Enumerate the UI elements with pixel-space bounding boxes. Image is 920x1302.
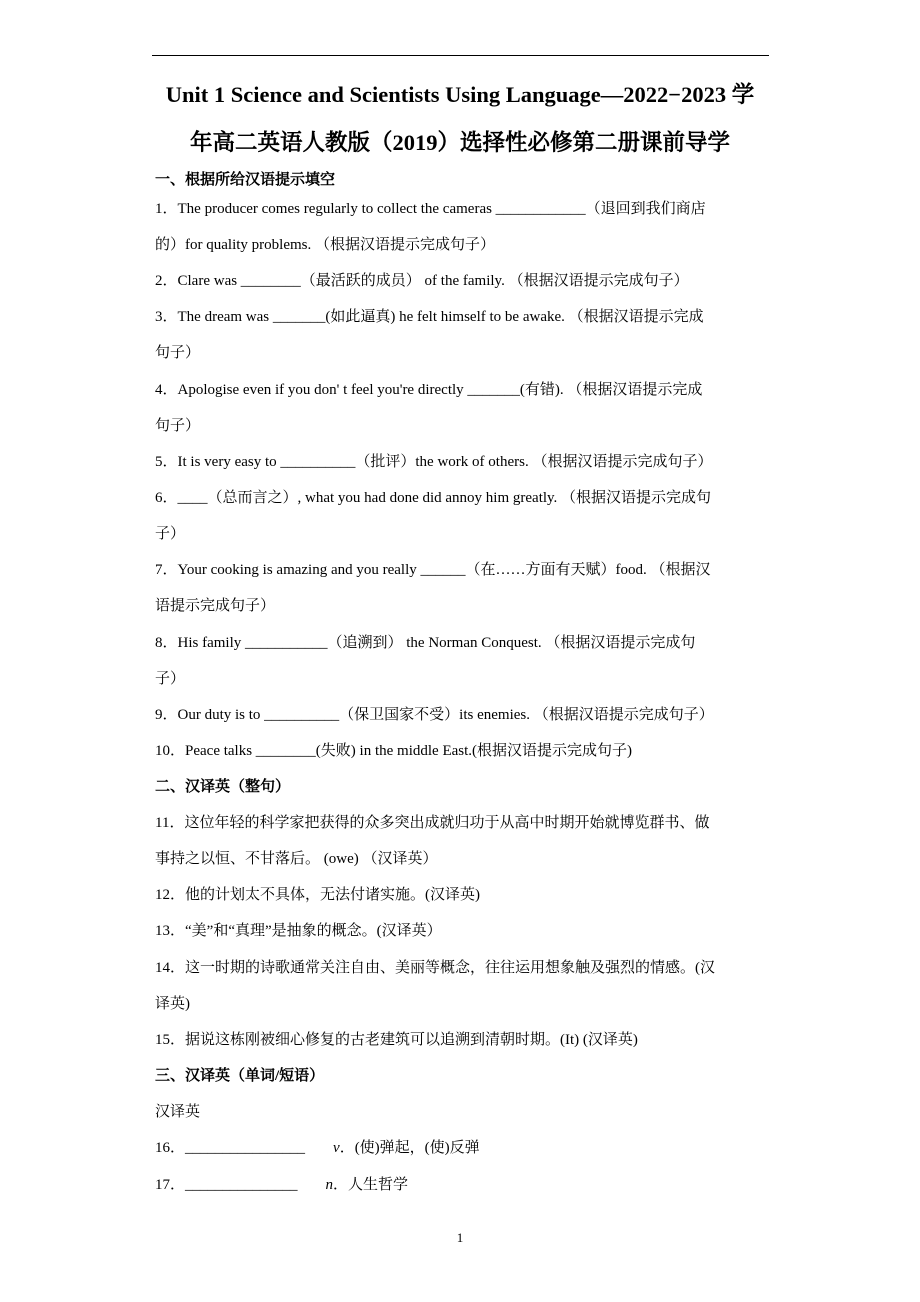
question-3-line-2: 句子） xyxy=(155,345,201,361)
question-5: 5．It is very easy to __________（批评）the work of others. （根据汉语提示完成句子） xyxy=(155,454,713,470)
question-14-line-2: 译英) xyxy=(155,996,190,1012)
top-rule xyxy=(152,55,769,56)
question-16-pos: v xyxy=(333,1140,340,1156)
section-heading-3: 三、汉译英（单词/短语） xyxy=(155,1068,325,1084)
question-10: 10．Peace talks ________(失败) in the middle East.(根据汉语提示完成句子) xyxy=(155,743,633,759)
question-4-line-1: 4．Apologise even if you don' t feel you're directly _______(有错). （根据汉语提示完成 xyxy=(155,382,703,398)
question-2: 2．Clare was ________（最活跃的成员） of the family. （根据汉语提示完成句子） xyxy=(155,273,689,289)
question-7-line-1: 7．Your cooking is amazing and you really ______（在……方面有天赋）food. （根据汉 xyxy=(155,562,711,578)
question-17-number: 17． xyxy=(155,1177,186,1193)
question-6-line-2: 子） xyxy=(155,526,186,542)
section-3-subheading: 汉译英 xyxy=(155,1104,201,1120)
title-line-1: Unit 1 Science and Scientists Using Language—2022−2023 学 xyxy=(165,82,755,107)
question-13: 13．“美”和“真理”是抽象的概念。(汉译英） xyxy=(155,923,442,939)
question-8-line-2: 子） xyxy=(155,671,186,687)
title-line-2: 年高二英语人教版（2019）选择性必修第二册课前导学 xyxy=(189,130,730,155)
question-3-line-1: 3．The dream was _______(如此逼真) he felt himself to be awake. （根据汉语提示完成 xyxy=(155,309,704,325)
page-number: 1 xyxy=(456,1230,464,1245)
section-heading-1: 一、根据所给汉语提示填空 xyxy=(155,172,336,188)
question-6-line-1: 6．____（总而言之）, what you had done did annoy him greatly. （根据汉语提示完成句 xyxy=(155,490,712,506)
question-4-line-2: 句子） xyxy=(155,418,201,434)
question-11-line-2: 事持之以恒、不甘落后。 (owe) （汉译英） xyxy=(155,851,438,867)
question-1-line-2: 的）for quality problems. （根据汉语提示完成句子） xyxy=(155,237,495,253)
section-heading-2: 二、汉译英（整句） xyxy=(155,779,291,795)
question-12: 12．他的计划太不具体，无法付诸实施。(汉译英) xyxy=(155,887,480,903)
question-17-pos: n xyxy=(325,1177,334,1193)
question-16-definition: ．(使)弹起，(使)反弹 xyxy=(339,1140,480,1156)
question-1-line-1: 1．The producer comes regularly to collect the cameras ____________（退回到我们商店 xyxy=(155,201,706,217)
question-9: 9．Our duty is to __________（保卫国家不受）its enemies. （根据汉语提示完成句子） xyxy=(155,707,714,723)
question-17-definition: ．人生哲学 xyxy=(333,1177,409,1193)
question-16-number: 16． xyxy=(155,1140,186,1156)
question-11-line-1: 11．这位年轻的科学家把获得的众多突出成就归功于从高中时期开始就博览群书、做 xyxy=(155,815,710,831)
question-14-line-1: 14．这一时期的诗歌通常关注自由、美丽等概念，往往运用想象触及强烈的情感。(汉 xyxy=(155,960,715,976)
question-7-line-2: 语提示完成句子） xyxy=(155,598,276,614)
question-16 xyxy=(155,1138,480,1158)
question-17-blank: _______________ xyxy=(185,1177,298,1193)
question-17 xyxy=(155,1175,408,1195)
question-15: 15．据说这栋刚被细心修复的古老建筑可以追溯到清朝时期。(It) (汉译英) xyxy=(155,1032,638,1048)
question-8-line-1: 8．His family ___________（追溯到） the Norman Conquest. （根据汉语提示完成句 xyxy=(155,635,696,651)
question-16-blank: ________________ xyxy=(185,1140,306,1156)
